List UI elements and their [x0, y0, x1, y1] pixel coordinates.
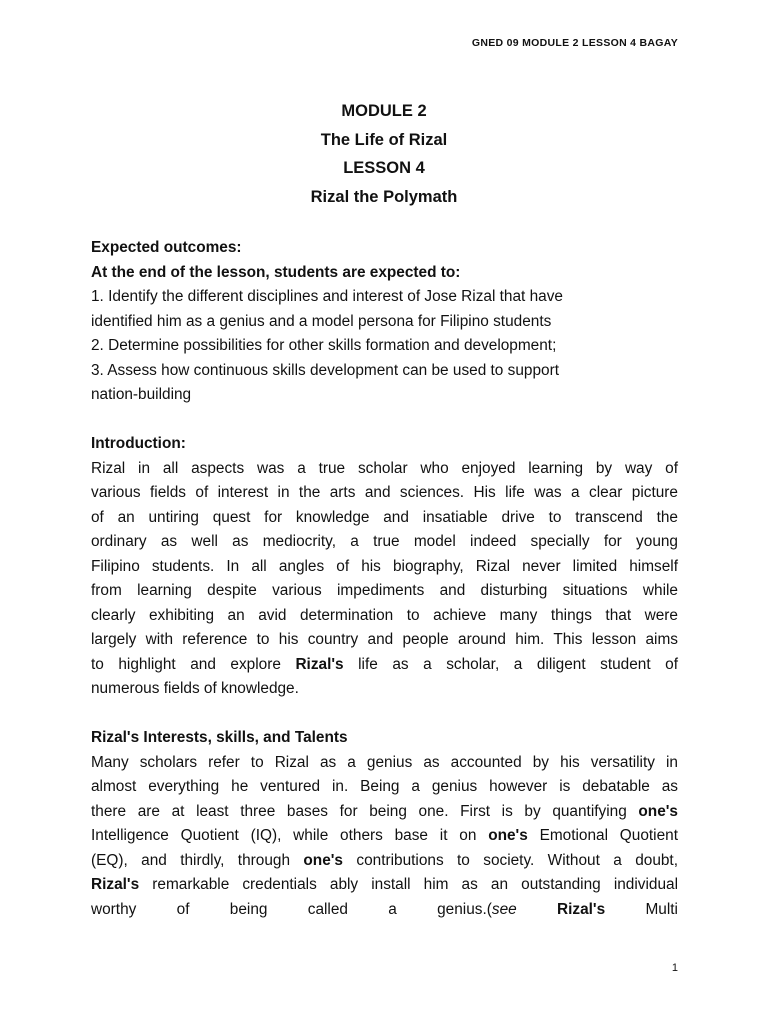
introduction-heading: Introduction:: [91, 435, 186, 452]
document-body: [91, 236, 678, 922]
ones-keyword: one's: [638, 802, 678, 820]
module-subtitle: The Life of Rizal: [320, 130, 448, 149]
see-italic: see: [491, 900, 517, 918]
intro-text: to highlight and explore: [91, 655, 281, 673]
outcome-line: 2. Determine possibilities for other skills formation and development;: [91, 337, 557, 354]
lesson-title: LESSON 4: [343, 159, 425, 178]
outcome-line: nation-building: [91, 386, 192, 403]
interests-text: Emotional Quotient: [539, 827, 678, 844]
intro-line: ordinary as well as mediocrity, a true model indeed specially for young: [91, 533, 678, 550]
word: Multi: [645, 900, 678, 918]
word: of: [176, 900, 190, 918]
running-header: GNED 09 MODULE 2 LESSON 4 BAGAY: [471, 37, 678, 49]
interests-text: there are at least three bases for being one. First is by quantifying: [91, 802, 627, 820]
interests-line: [91, 873, 678, 898]
word: called: [307, 900, 348, 918]
outcomes-subheading: At the end of the lesson, students are expected to:: [91, 263, 461, 281]
word: being: [229, 900, 268, 918]
intro-line: largely with reference to his country and people around him. This lesson aims: [91, 631, 678, 648]
intro-line: from learning despite various impediments and disturbing situations while: [91, 582, 678, 599]
word: genius.(see: [437, 900, 517, 918]
page-number: 1: [671, 962, 678, 974]
interests-line: almost everything he ventured in. Being a genius however is debatable as: [91, 778, 678, 795]
rizal-keyword: Rizal's: [91, 876, 140, 893]
ones-keyword: one's: [303, 851, 343, 869]
intro-line: of an untiring quest for knowledge and insatiable drive to transcend the: [91, 508, 678, 526]
interests-text: remarkable credentials ably install him as an outstanding individual: [152, 876, 678, 893]
intro-line: Filipino students. In all angles of his biography, Rizal never limited himself: [91, 557, 678, 575]
outcome-line: 1. Identify the different disciplines and interest of Jose Rizal that have: [91, 288, 563, 305]
interests-line: Many scholars refer to Rizal as a genius as accounted by his versatility in: [91, 753, 678, 771]
outcomes-heading: Expected outcomes:: [91, 239, 242, 256]
interests-line: [91, 898, 678, 923]
rizal-keyword: Rizal's: [295, 655, 344, 673]
interests-line: [91, 824, 678, 849]
title-block: [0, 97, 768, 212]
interests-heading: Rizal's Interests, skills, and Talents: [91, 729, 348, 746]
word: a: [388, 900, 397, 918]
ones-keyword: one's: [488, 827, 528, 844]
intro-line: clearly exhibiting an avid determination to achieve many things that were: [91, 606, 678, 624]
interests-line: [91, 800, 678, 825]
module-title: MODULE 2: [341, 102, 427, 120]
rizal-keyword: Rizal's: [557, 900, 606, 918]
interests-text: Intelligence Quotient (IQ), while others base it on: [91, 827, 477, 844]
interests-line: [91, 849, 678, 874]
outcome-line: identified him as a genius and a model persona for Filipino students: [91, 312, 552, 330]
intro-text: life as a scholar, a diligent student of: [358, 655, 678, 673]
intro-line: Rizal in all aspects was a true scholar who enjoyed learning by way of: [91, 459, 678, 477]
intro-line: numerous fields of knowledge.: [91, 680, 299, 697]
word: worthy: [91, 900, 137, 918]
intro-line: various fields of interest in the arts and sciences. His life was a clear picture: [91, 484, 678, 501]
lesson-subtitle: Rizal the Polymath: [310, 188, 458, 207]
intro-line: [91, 653, 678, 678]
interests-text: contributions to society. Without a doubt,: [356, 851, 678, 869]
outcome-line: 3. Assess how continuous skills development can be used to support: [91, 361, 559, 379]
interests-text: (EQ), and thirdly, through: [91, 851, 290, 869]
